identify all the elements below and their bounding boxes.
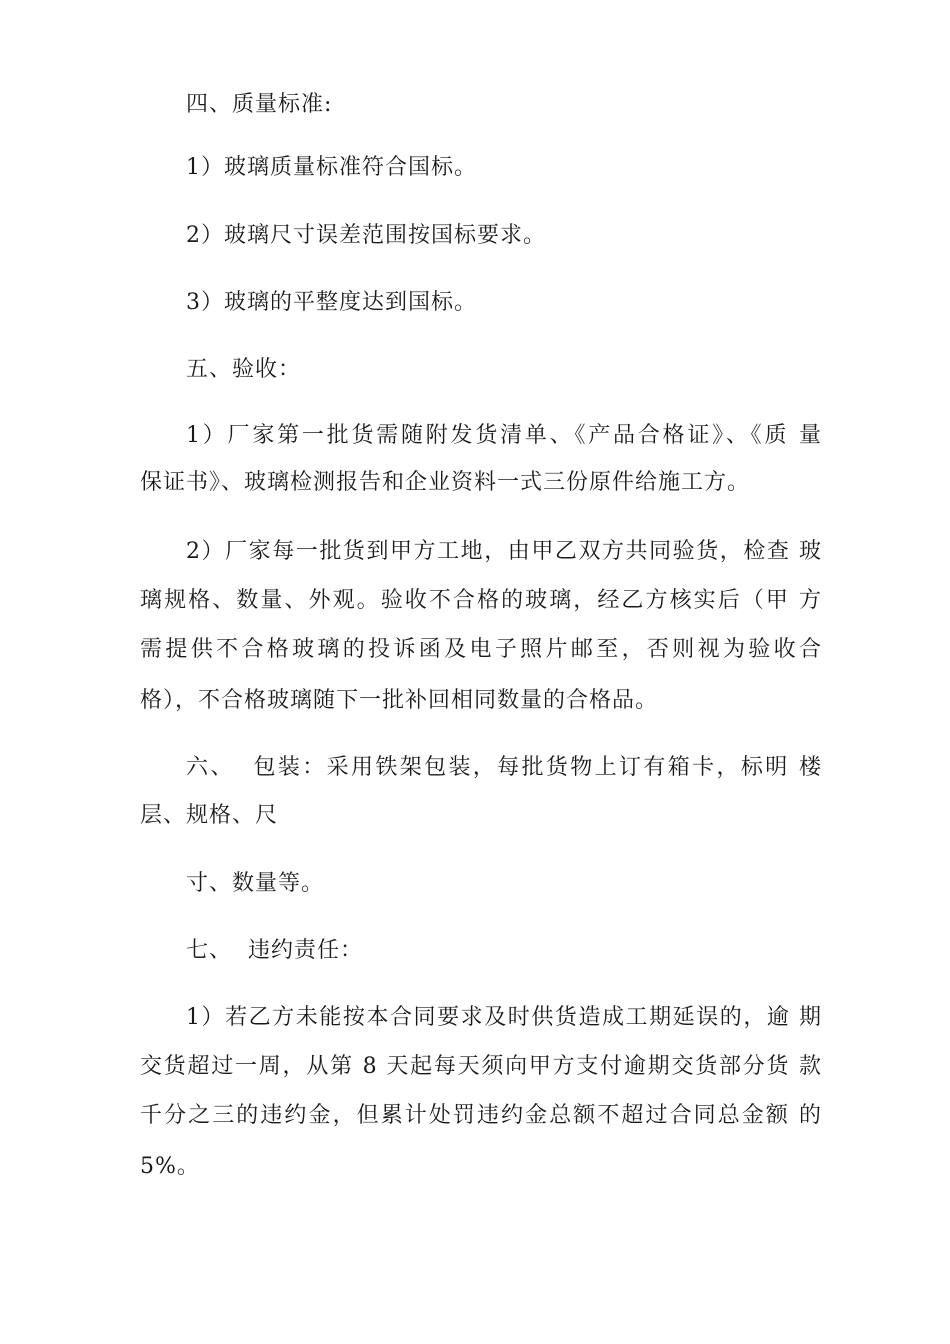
section-7-item-1-line-1: 1）若乙方未能按本合同要求及时供货造成工期延误的，逾 期 (186, 1005, 822, 1030)
section-6-line-1: 六、 包装：采用铁架包装，每批货物上订有箱卡，标明 楼 (186, 755, 822, 780)
section-4-item-2: 2）玻璃尺寸误差范围按国标要求。 (186, 223, 546, 248)
section-7-heading: 七、 违约责任： (186, 938, 363, 963)
section-7-item-1-line-3: 千分之三的违约金，但累计处罚违约金总额不超过合同总金额 的 (140, 1103, 822, 1128)
section-5-item-2-line-3: 需提供不合格玻璃的投诉函及电子照片邮至，否则视为验收合 (140, 637, 822, 662)
section-6-line-2: 层、规格、尺 (140, 803, 279, 828)
section-4-heading: 四、质量标准: (186, 92, 333, 117)
section-5-item-2-line-4: 格），不合格玻璃随下一批补回相同数量的合格品。 (140, 688, 659, 713)
section-5-item-2-line-2: 璃规格、数量、外观。验收不合格的玻璃，经乙方核实后（甲 方 (140, 588, 822, 613)
section-4-item-3: 3）玻璃的平整度达到国标。 (186, 290, 477, 315)
section-4-item-1: 1）玻璃质量标准符合国标。 (186, 155, 477, 180)
section-5-item-2-line-1: 2）厂家每一批货到甲方工地，由甲乙双方共同验货，检查 玻 (186, 539, 822, 564)
section-5-item-1-line-1: 1）厂家第一批货需随附发货清单、《产品合格证》、《质 量 (186, 423, 822, 448)
section-7-item-1-line-4: 5%。 (140, 1154, 200, 1179)
section-5-item-1-line-2: 保证书》、玻璃检测报告和企业资料一式三份原件给施工方。 (140, 470, 751, 495)
section-6-line-3: 寸、数量等。 (186, 871, 325, 896)
section-7-item-1-line-2: 交货超过一周，从第 8 天起每天须向甲方支付逾期交货部分货 款 (140, 1054, 822, 1079)
section-5-heading: 五、验收： (186, 357, 302, 382)
